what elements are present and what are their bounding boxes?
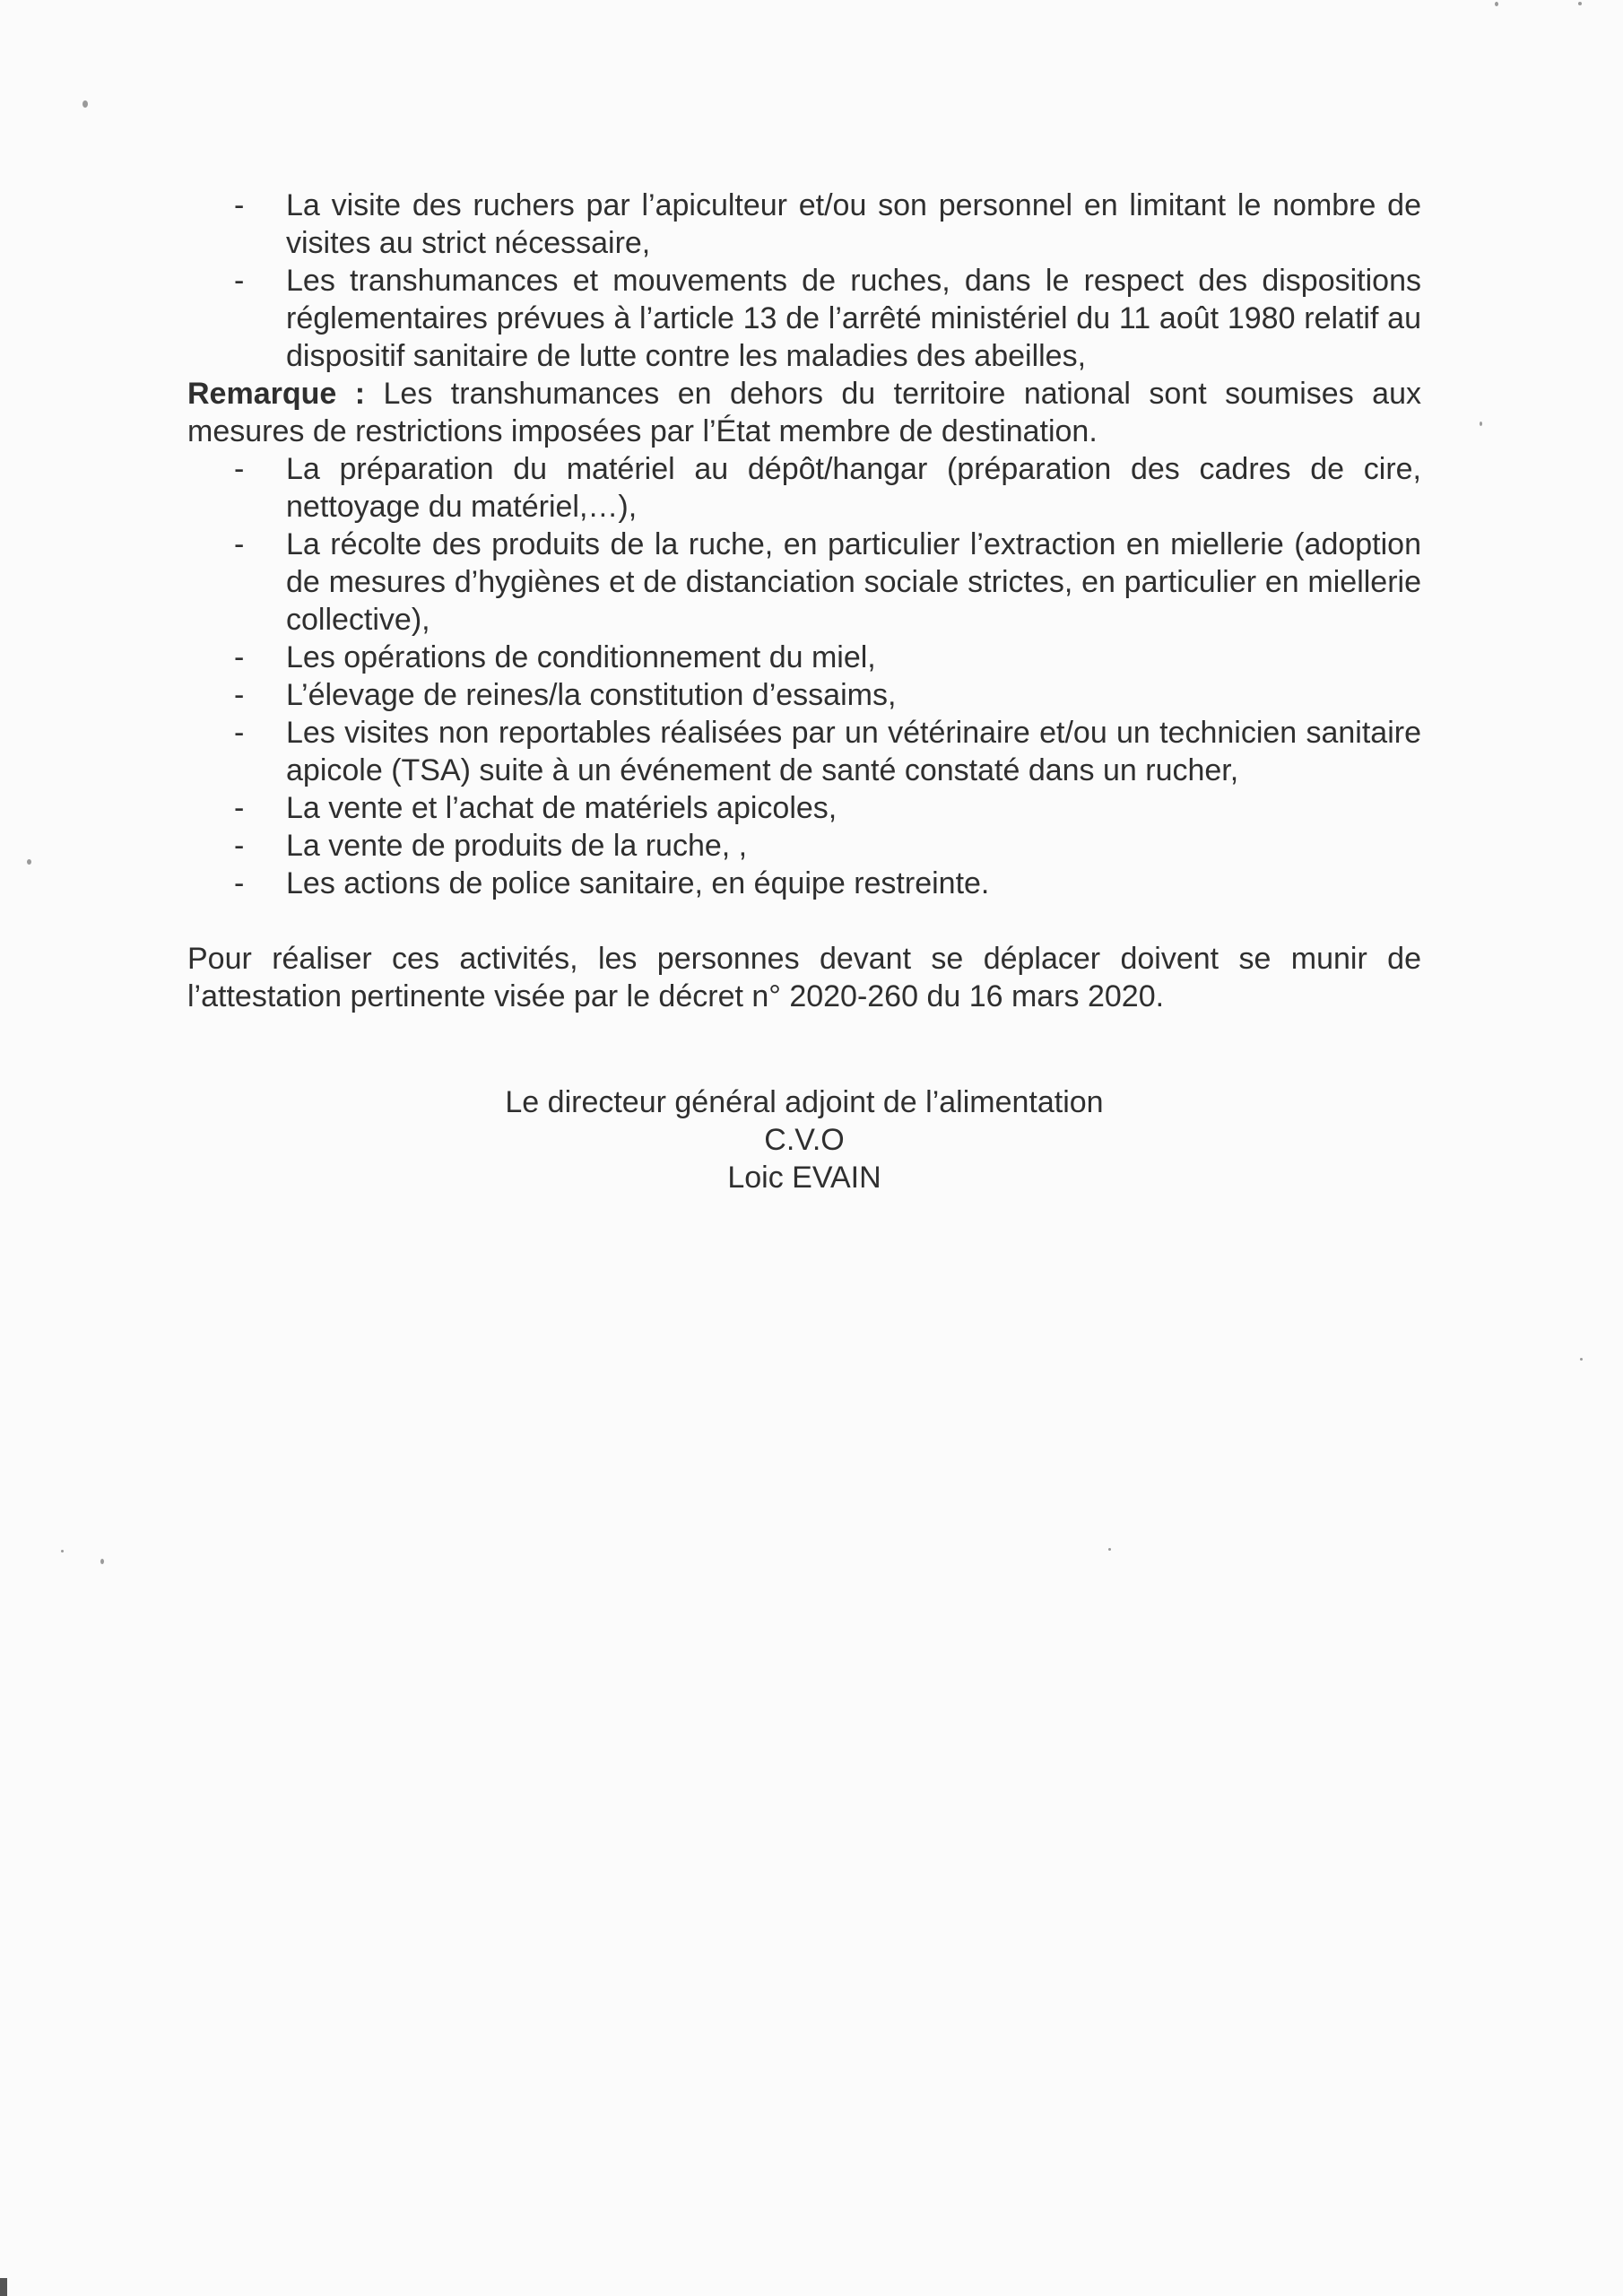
activity-list-top xyxy=(187,187,1421,375)
scan-speck xyxy=(1578,2,1582,5)
closing-paragraph: Pour réaliser ces activités, les personnes devant se déplacer doivent se munir de l’attestation pertinente visée par le décret n° 2020-260 du 16 mars 2020. xyxy=(187,942,1421,1013)
signatory-credential: C.V.O xyxy=(764,1123,845,1157)
scan-speck xyxy=(27,859,31,865)
list-item xyxy=(187,714,1421,789)
signatory-name: Loic EVAIN xyxy=(727,1161,881,1195)
list-item-text: La vente et l’achat de matériels apicoles, xyxy=(286,791,838,825)
activity-list-bottom xyxy=(187,450,1421,902)
bullet-dash: - xyxy=(234,716,245,750)
scan-speck xyxy=(1495,2,1498,6)
scan-speck xyxy=(1108,1548,1111,1551)
list-item xyxy=(187,450,1421,526)
list-item xyxy=(187,827,1421,865)
bullet-dash: - xyxy=(234,791,245,825)
list-item-text: La préparation du matériel au dépôt/hangar (préparation des cadres de cire, nettoyage du matériel,…), xyxy=(286,452,1421,524)
list-item xyxy=(187,262,1421,375)
document-body xyxy=(187,187,1421,1196)
bullet-dash: - xyxy=(234,866,245,900)
list-item xyxy=(187,676,1421,714)
scan-edge-mark xyxy=(0,2278,7,2296)
list-item xyxy=(187,187,1421,262)
scan-speck xyxy=(1580,1358,1583,1361)
bullet-dash: - xyxy=(234,640,245,674)
list-item-text: Les actions de police sanitaire, en équipe restreinte. xyxy=(286,866,990,900)
list-item-text: La vente de produits de la ruche, , xyxy=(286,829,748,863)
scan-speck xyxy=(61,1550,64,1552)
bullet-dash: - xyxy=(234,188,245,222)
scan-speck xyxy=(1480,422,1482,426)
bullet-dash: - xyxy=(234,527,245,561)
list-item-text: Les transhumances et mouvements de ruches, dans le respect des dispositions réglementaires prévues à l’article 13 de l’arrêté ministériel du 11 août 1980 relatif au dispositif sanitaire de lutte contre les maladies des abeilles, xyxy=(286,264,1421,373)
list-item xyxy=(187,526,1421,639)
remark-paragraph xyxy=(187,375,1421,450)
list-item-text: Les opérations de conditionnement du miel, xyxy=(286,640,876,674)
bullet-dash: - xyxy=(234,678,245,712)
list-item-text: L’élevage de reines/la constitution d’essaims, xyxy=(286,678,897,712)
bullet-dash: - xyxy=(234,264,245,298)
list-item xyxy=(187,865,1421,902)
bullet-dash: - xyxy=(234,829,245,863)
remark-text: Les transhumances en dehors du territoire national sont soumises aux mesures de restrictions imposées par l’État membre de destination. xyxy=(187,377,1421,448)
bullet-dash: - xyxy=(234,452,245,486)
list-item-text: Les visites non reportables réalisées par un vétérinaire et/ou un technicien sanitaire apicole (TSA) suite à un événement de santé constaté dans un rucher, xyxy=(286,716,1421,787)
list-item xyxy=(187,789,1421,827)
list-item-text: La visite des ruchers par l’apiculteur et/ou son personnel en limitant le nombre de visites au strict nécessaire, xyxy=(286,188,1421,260)
remark-label: Remarque : xyxy=(187,377,366,411)
scan-speck xyxy=(82,100,88,108)
list-item-text: La récolte des produits de la ruche, en particulier l’extraction en miellerie (adoption de mesures d’hygiènes et de distanciation sociale strictes, en particulier en miellerie collective), xyxy=(286,527,1421,637)
list-item xyxy=(187,639,1421,676)
signatory-title: Le directeur général adjoint de l’alimentation xyxy=(505,1085,1104,1119)
scan-speck xyxy=(100,1559,104,1564)
signature-block xyxy=(187,1083,1421,1196)
